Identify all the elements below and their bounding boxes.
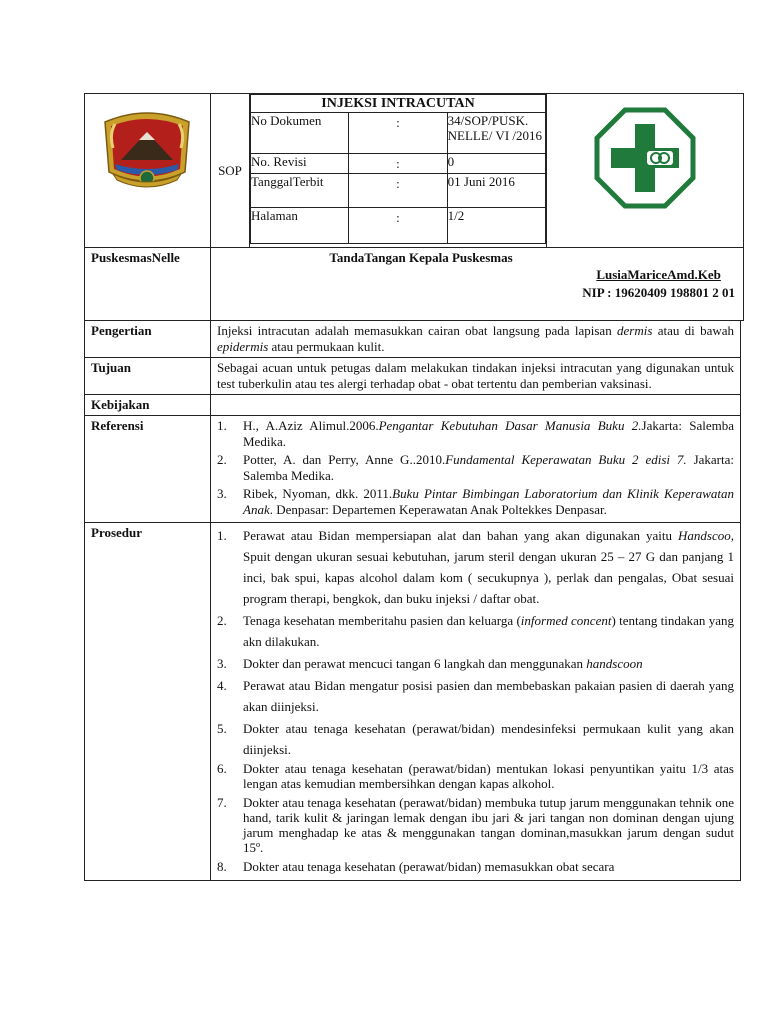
item-text: Jakarta: Salemba Medika.	[243, 452, 735, 483]
right-logo-cell	[547, 94, 744, 248]
pengertian-label: Pengertian	[85, 321, 211, 358]
item-text: Dokter atau tenaga kesehatan (perawat/bidan) membuka tutup jarum menggunakan tehnik one hand, tarik kulit & jaringan lemak dengan ibu jari & jari tangan non dominan dengan ujung jarum menghadap ke atas & menggunakan tangan dominan,masukkan jarum dengan sudut 15º.	[243, 795, 734, 855]
list-item	[217, 610, 734, 652]
list-item	[217, 418, 734, 450]
reference-list	[217, 418, 734, 518]
item-number: 6.	[217, 761, 227, 776]
item-text: Dokter atau tenaga kesehatan (perawat/bidan) mendesinfeksi permukaan kulit yang akan diinjeksi.	[243, 721, 734, 757]
signature-title: TandaTangan Kepala Puskesmas	[329, 250, 513, 265]
sop-label: SOP	[211, 94, 250, 248]
revision-label: No. Revisi	[251, 154, 349, 174]
item-emphasis: Buku Pintar Bimbingan Laboratorium dan Klinik Keperawatan Anak	[243, 486, 735, 517]
document-info-cell	[250, 94, 547, 248]
item-text: Perawat atau Bidan mempersiapan alat dan bahan yang akan digunakan yaitu	[243, 528, 679, 543]
item-text: Dokter atau tenaga kesehatan (perawat/bidan) memasukkan obat secara	[243, 859, 615, 874]
kebijakan-label: Kebijakan	[85, 395, 211, 416]
head-name: LusiaMariceAmd.Keb	[596, 267, 721, 282]
item-text: Spuit dengan ukuran sesuai kebutuhan, jarum steril dengan ukuran 25 – 27 G dan panjang 1 inci, bak spui, kapas alcohol dalam kom ( secukupnya ), perlak dan pengalas, Obat sesuai program therapi, bengkok, dan buku injeksi / daftar obat.	[243, 549, 734, 606]
item-number: 1.	[217, 418, 227, 433]
tujuan-text: Sebagai acuan untuk petugas dalam melakukan tindakan injeksi intracutan yang digunakan untuk test tuberkulin atau tes alergi terhadap obat - obat tertentu dan pemberian vaksinasi.	[211, 358, 741, 395]
doc-number-value: 34/SOP/PUSK. NELLE/ VI /2016	[447, 113, 545, 154]
item-emphasis: handscoon	[586, 656, 643, 671]
list-item	[217, 675, 734, 717]
item-number: 1.	[217, 528, 227, 543]
sop-document	[84, 93, 741, 881]
item-text: Ribek, Nyoman, dkk. 2011.	[243, 486, 393, 501]
content-table	[84, 320, 741, 881]
item-number: 2.	[217, 452, 227, 467]
left-logo-cell	[85, 94, 211, 248]
revision-colon: :	[349, 154, 447, 174]
list-item	[217, 525, 734, 609]
prosedur-label: Prosedur	[85, 523, 211, 881]
list-item	[217, 653, 734, 674]
prosedur-list-cell	[211, 523, 741, 881]
referensi-label: Referensi	[85, 416, 211, 523]
page-value: 1/2	[447, 208, 545, 244]
item-text: Perawat atau Bidan mengatur posisi pasien dan membebaskan pakaian pasien di daerah yang akan diinjeksi.	[243, 678, 734, 714]
list-item	[217, 452, 734, 484]
item-text: H., A.Aziz Alimul.2006.	[243, 418, 379, 433]
list-item	[217, 859, 734, 874]
doc-number-label: No Dokumen	[251, 113, 349, 154]
page-colon: :	[349, 208, 447, 244]
head-nip: NIP : 19620409 198801 2 01	[582, 285, 735, 300]
item-text: Potter, A. dan Perry, Anne G..2010.	[243, 452, 446, 467]
organization-name: PuskesmasNelle	[85, 248, 211, 321]
header-table	[84, 93, 744, 321]
item-number: 3.	[217, 656, 227, 671]
signature-cell	[211, 248, 744, 321]
list-item	[217, 718, 734, 760]
document-title: INJEKSI INTRACUTAN	[251, 95, 546, 113]
item-text: Jakarta: Salemba Medika.	[243, 418, 735, 449]
item-number: 8.	[217, 859, 227, 874]
item-text: ) tentang tindakan yang akn dilakukan.	[243, 613, 734, 649]
kebijakan-text	[211, 395, 741, 416]
pengertian-text: Injeksi intracutan adalah memasukkan cairan obat langsung pada lapisan dermis atau di bawah epidermis atau permukaan kulit.	[211, 321, 741, 358]
item-emphasis: informed concent	[520, 613, 612, 628]
item-number: 7.	[217, 795, 227, 810]
procedure-list	[217, 525, 734, 874]
item-emphasis: Fundamental Keperawatan Buku 2 edisi 7.	[445, 452, 687, 467]
referensi-list-cell	[211, 416, 741, 523]
regional-emblem-icon	[85, 94, 210, 242]
doc-number-colon: :	[349, 113, 447, 154]
document-info-table	[250, 94, 546, 244]
page-label: Halaman	[251, 208, 349, 244]
list-item	[217, 795, 734, 855]
item-emphasis: Pengantar Kebutuhan Dasar Manusia Buku 2.	[378, 418, 642, 433]
item-text: Dokter dan perawat mencuci tangan 6 langkah dan menggunakan	[243, 656, 587, 671]
tujuan-label: Tujuan	[85, 358, 211, 395]
item-number: 2.	[217, 613, 227, 628]
item-text: Tenaga kesehatan memberitahu pasien dan keluarga (	[243, 613, 521, 628]
puskesmas-logo-icon	[547, 94, 743, 242]
item-number: 3.	[217, 486, 227, 501]
issue-date-colon: :	[349, 174, 447, 208]
issue-date-value: 01 Juni 2016	[447, 174, 545, 208]
revision-value: 0	[447, 154, 545, 174]
list-item	[217, 761, 734, 791]
item-emphasis: Handscoo,	[678, 528, 734, 543]
item-number: 4.	[217, 678, 227, 693]
list-item	[217, 486, 734, 518]
item-number: 5.	[217, 721, 227, 736]
signature-block	[582, 266, 735, 302]
issue-date-label: TanggalTerbit	[251, 174, 349, 208]
item-text: Dokter atau tenaga kesehatan (perawat/bidan) mentukan lokasi penyuntikan yaitu 1/3 atas lengan atas kemudian membersihkan dengan kapas alkohol.	[243, 761, 734, 791]
item-text: . Denpasar: Departemen Keperawatan Anak Poltekkes Denpasar.	[269, 502, 607, 517]
